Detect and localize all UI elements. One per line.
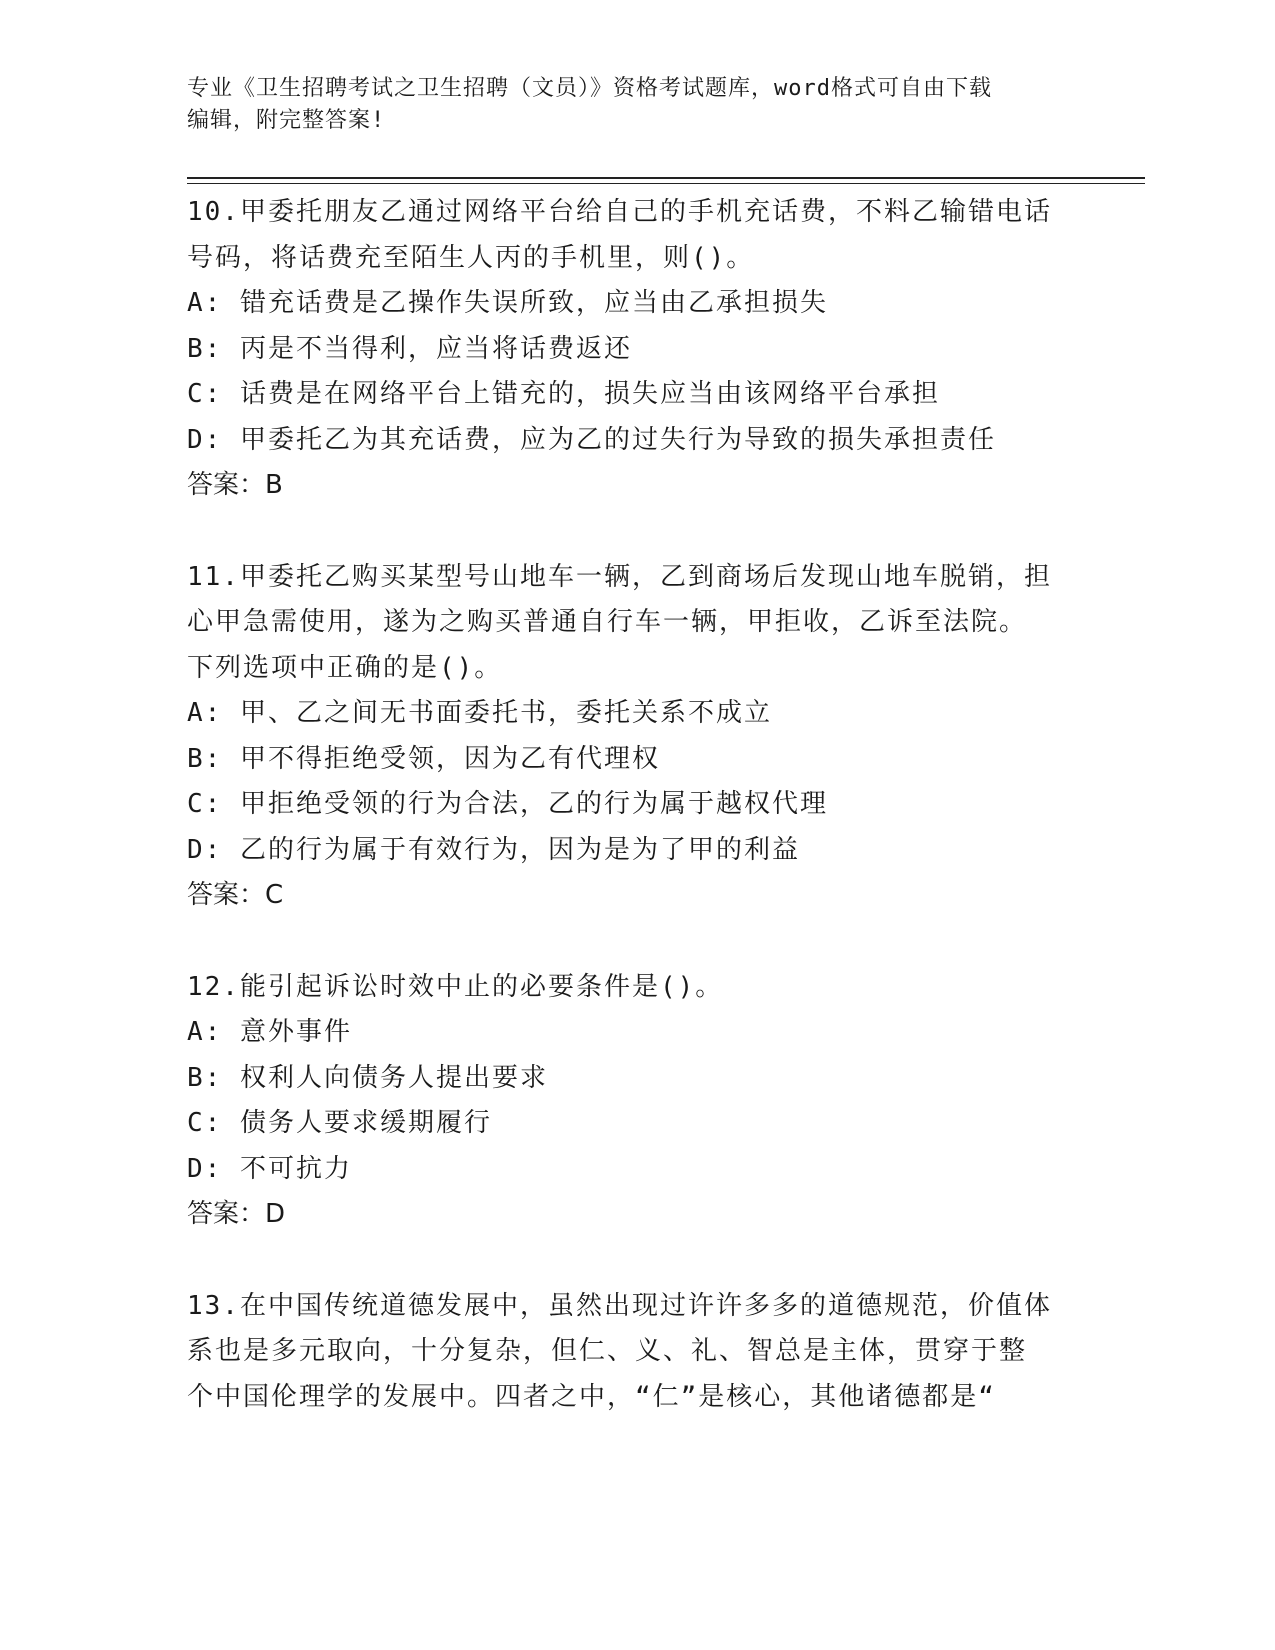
question-12 (187, 965, 1087, 1238)
answer: 答案：D (187, 1199, 286, 1229)
question-stem-line: 11.甲委托乙购买某型号山地车一辆，乙到商场后发现山地车脱销，担 (187, 561, 1052, 592)
question-gap (187, 509, 1087, 555)
question-stem-line: 系也是多元取向，十分复杂，但仁、义、礼、智总是主体，贯穿于整 (187, 1336, 1028, 1366)
header-line-2: 编辑，附完整答案! (187, 108, 386, 133)
question-stem-line: 13.在中国传统道德发展中，虽然出现过许许多多的道德规范，价值体 (187, 1290, 1052, 1321)
question-list (187, 190, 1087, 1420)
option-a: A: 甲、乙之间无书面委托书，委托关系不成立 (187, 698, 772, 728)
option-c: C: 甲拒绝受领的行为合法，乙的行为属于越权代理 (187, 789, 828, 819)
question-gap (187, 1238, 1087, 1284)
answer: 答案：B (187, 470, 283, 500)
option-d: D: 甲委托乙为其充话费，应为乙的过失行为导致的损失承担责任 (187, 424, 996, 455)
question-11 (187, 555, 1087, 919)
question-stem-line: 心甲急需使用，遂为之购买普通自行车一辆，甲拒收，乙诉至法院。 (187, 607, 1028, 637)
option-b: B: 丙是不当得利，应当将话费返还 (187, 333, 632, 364)
option-a: A: 意外事件 (187, 1017, 352, 1047)
option-b: B: 权利人向债务人提出要求 (187, 1062, 548, 1093)
option-c: C: 债务人要求缓期履行 (187, 1108, 492, 1138)
document-header (187, 73, 1087, 137)
question-stem-line: 个中国伦理学的发展中。四者之中，“仁”是核心，其他诸德都是“ (187, 1381, 996, 1412)
question-stem-line: 下列选项中正确的是()。 (187, 652, 503, 683)
question-stem-line: 10.甲委托朋友乙通过网络平台给自己的手机充话费，不料乙输错电话 (187, 197, 1052, 227)
option-b: B: 甲不得拒绝受领，因为乙有代理权 (187, 743, 660, 774)
option-c: C: 话费是在网络平台上错充的，损失应当由该网络平台承担 (187, 379, 940, 409)
question-13 (187, 1284, 1087, 1421)
answer: 答案：C (187, 880, 284, 910)
header-line-1: 专业《卫生招聘考试之卫生招聘（文员）》资格考试题库，word格式可自由下载 (187, 76, 992, 101)
question-10 (187, 190, 1087, 509)
option-d: D: 乙的行为属于有效行为，因为是为了甲的利益 (187, 834, 800, 865)
option-a: A: 错充话费是乙操作失误所致，应当由乙承担损失 (187, 288, 828, 318)
question-gap (187, 919, 1087, 965)
header-divider-thick (187, 177, 1145, 179)
header-divider-thin (187, 183, 1145, 184)
option-d: D: 不可抗力 (187, 1153, 352, 1184)
question-stem-line: 12.能引起诉讼时效中止的必要条件是()。 (187, 971, 724, 1002)
question-stem-line: 号码，将话费充至陌生人丙的手机里，则()。 (187, 242, 755, 273)
